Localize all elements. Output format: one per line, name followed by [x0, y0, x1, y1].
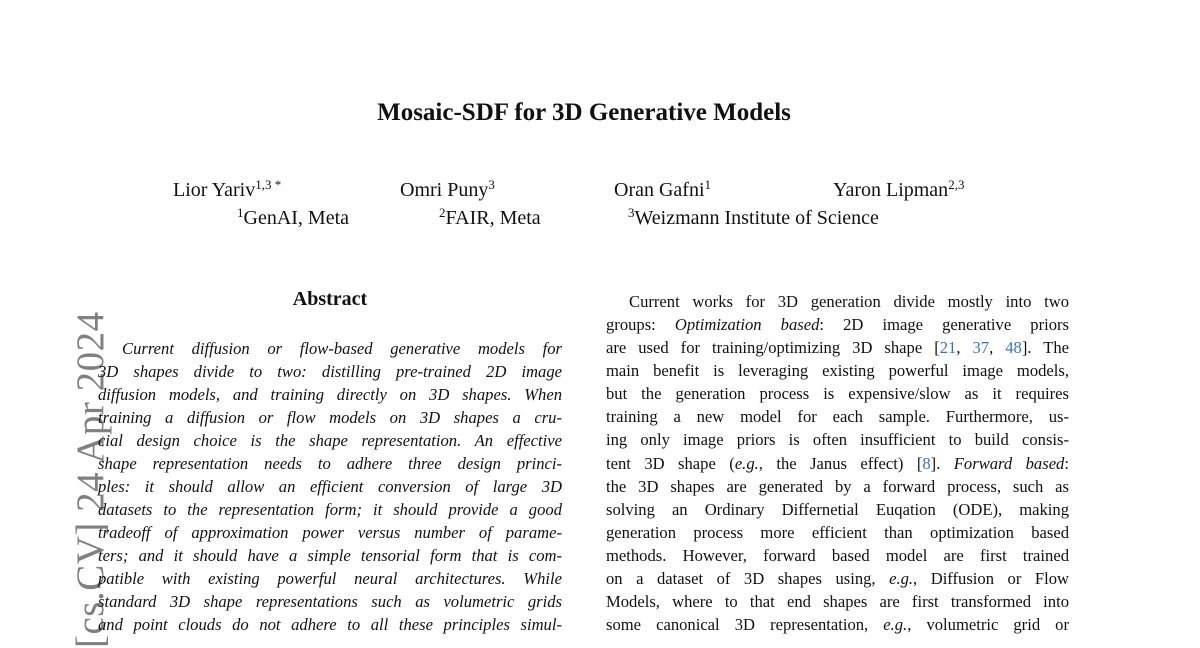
- abstract-line: and point clouds do not adhere to all these principles simul-: [98, 615, 562, 634]
- paper-title: Mosaic-SDF for 3D Generative Models: [377, 99, 791, 126]
- intro-line: but the generation process is expensive/slow as it requires: [606, 384, 1069, 403]
- affiliation-1: $^1$GenAI, Meta: [237, 205, 350, 229]
- abstract-line: 3D shapes divide to two: distilling pre-trained 2D image: [98, 362, 562, 381]
- intro-line: methods. However, forward based model are first trained: [606, 546, 1069, 565]
- abstract-line: diffusion models, and training directly on 3D shapes. When: [98, 385, 562, 404]
- abstract-line: patible with existing powerful neural architectures. While: [98, 569, 562, 588]
- abstract-line: ters; and it should have a simple tensorial form that is com-: [98, 546, 562, 565]
- abstract-line: training a diffusion or flow models on 3D shapes a cru-: [98, 408, 562, 427]
- intro-line: on a dataset of 3D shapes using, e.g., Diffusion or Flow: [606, 569, 1069, 588]
- intro-line: generation process more efficient than optimization based: [606, 523, 1069, 542]
- abstract-line: shape representation needs to adhere three design princi-: [98, 454, 562, 473]
- abstract-line: cial design choice is the shape representation. An effective: [98, 431, 562, 450]
- abstract-line: ples: it should allow an efficient conversion of large 3D: [98, 477, 562, 496]
- arxiv-stamp-text: [cs.CV] 24 Apr 2024: [69, 311, 112, 648]
- affiliation-2: $^2$FAIR, Meta: [439, 205, 541, 229]
- arxiv-stamp: [20, 304, 112, 648]
- intro-line: solving an Ordinary Differnetial Euqation (ODE), making: [606, 500, 1069, 519]
- author-4: Yaron Lipman$^{2,3}$: [833, 177, 965, 201]
- author-1: Lior Yariv$^{1,3 *}$: [173, 177, 282, 201]
- abstract-line: Current diffusion or flow-based generative models for: [122, 339, 562, 358]
- intro-line: are used for training/optimizing 3D shape [21, 37, 48]. The: [606, 338, 1070, 357]
- author-3: Oran Gafni$^1$: [614, 177, 712, 201]
- intro-line: training a new model for each sample. Furthermore, us-: [606, 407, 1069, 426]
- abstract-line: datasets to the representation form; it should provide a good: [98, 500, 562, 519]
- intro-line: main benefit is leveraging existing powerful image models,: [606, 361, 1069, 380]
- citation-link[interactable]: 37: [972, 338, 990, 357]
- intro-line: ing only image priors is often insufficient to build consis-: [606, 430, 1069, 449]
- affiliation-3: $^3$Weizmann Institute of Science: [628, 205, 879, 229]
- citation-link[interactable]: 48: [1005, 338, 1022, 357]
- abstract-heading: Abstract: [292, 288, 368, 310]
- intro-line: Current works for 3D generation divide mostly into two: [629, 292, 1069, 311]
- abstract-line: standard 3D shape representations such as volumetric grids: [98, 592, 562, 611]
- intro-line: groups: Optimization based: 2D image generative priors: [606, 315, 1070, 334]
- citation-link[interactable]: 8: [922, 454, 931, 473]
- intro-line: tent 3D shape (e.g., the Janus effect) [8]. Forward based:: [606, 454, 1069, 473]
- citation-link[interactable]: 21: [939, 338, 957, 357]
- intro-line: Models, where to that end shapes are first transformed into: [606, 592, 1069, 611]
- intro-line: some canonical 3D representation, e.g., volumetric grid or: [606, 615, 1070, 634]
- abstract-line: tradeoff of approximation power versus number of parame-: [98, 523, 562, 542]
- author-2: Omri Puny$^3$: [400, 177, 495, 201]
- intro-line: the 3D shapes are generated by a forward process, such as: [606, 477, 1069, 496]
